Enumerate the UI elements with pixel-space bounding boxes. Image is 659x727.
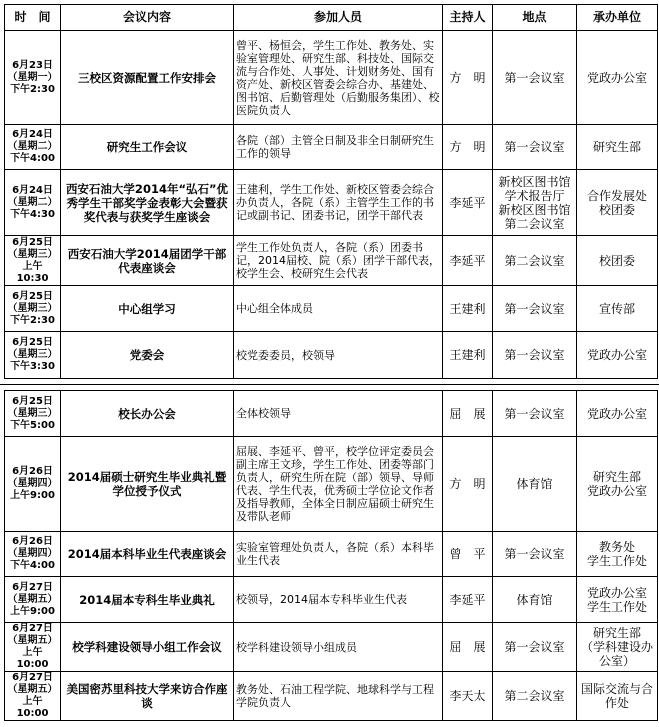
meeting-time: 下午4:30 — [10, 208, 55, 220]
meeting-topic: 美国密苏里科技大学来访合作座谈 — [61, 672, 234, 721]
location-line: 第一会议室 — [504, 70, 565, 85]
meeting-date: 6月25日 — [12, 395, 53, 407]
meeting-attendees: 实验室管理处负责人，各院（系）本科毕业生代表 — [234, 532, 443, 577]
meeting-topic: 2014届本专科生毕业典礼 — [61, 577, 234, 623]
meeting-host: 李延平 — [443, 236, 493, 286]
meeting-attendees: 曾平、杨恒会，学生工作处、教务处、实验室管理处、研究生部、科技处、国际交流与合作处、人事处、计划财务处、国有资产处、新校区管委会综合办、基建处、图书馆、后勤管理处（后勤服务集团）、校医院负责人 — [234, 31, 443, 125]
organizer-line: 校团委 — [598, 253, 635, 268]
header-row — [5, 5, 658, 31]
meeting-host: 屈 展 — [443, 391, 493, 437]
meeting-weekday: （星期三） — [7, 302, 58, 314]
organizer-line: 学生工作处 — [586, 554, 647, 568]
meeting-organizer — [577, 236, 658, 286]
meeting-date: 6月25日 — [12, 337, 53, 348]
meeting-row — [5, 170, 658, 236]
meeting-weekday: （星期二） — [7, 141, 58, 152]
meeting-time: 上午10:00 — [16, 647, 49, 670]
meeting-attendees: 屈展、李延平、曾平，校学位评定委员会副主席王文珍，学生工作处、团委等部门负责人，研究生所在院（部）领导、导师代表、学生代表，优秀硕士学位论文作者及指导教师，全体全日制应届硕士研究生及带队老师 — [234, 437, 443, 532]
meeting-attendees: 全体校领导 — [234, 391, 443, 437]
meeting-time: 上午9:00 — [10, 490, 55, 501]
location-line: 第一会议室 — [504, 640, 565, 654]
organizer-line: 学生工作处 — [586, 599, 647, 614]
meeting-weekday: （星期三） — [7, 349, 58, 360]
meeting-date: 6月26日 — [12, 466, 53, 477]
meeting-attendees: 中心组全体成员 — [234, 286, 443, 332]
organizer-line: 研究生部 — [592, 626, 641, 640]
organizer-line: 党政办公室 — [586, 406, 647, 421]
time-cell — [5, 31, 61, 125]
meeting-attendees: 校党委委员，校领导 — [234, 332, 443, 379]
meeting-organizer — [577, 170, 658, 236]
meeting-topic: 2014届本科毕业生代表座谈会 — [61, 532, 234, 577]
meeting-date: 6月25日 — [12, 236, 53, 248]
meeting-row — [5, 125, 658, 170]
time-cell — [5, 286, 61, 332]
meeting-organizer — [577, 125, 658, 170]
meeting-attendees: 各院（部）主管全日制及非全日制研究生工作的领导 — [234, 125, 443, 170]
meeting-topic: 三校区资源配置工作安排会 — [61, 31, 234, 125]
meeting-row — [5, 623, 658, 672]
header-organizer: 承办单位 — [577, 5, 658, 31]
organizer-line: 党政办公室 — [586, 484, 647, 498]
meeting-row — [5, 577, 658, 623]
meeting-host: 王建利 — [443, 286, 493, 332]
meeting-attendees: 王建利，学生工作处、新校区管委会综合办负责人，各院（系）主管学生工作的书记或副书记、团委书记，团学干部代表 — [234, 170, 443, 236]
meeting-location — [493, 236, 577, 286]
meeting-organizer — [577, 391, 658, 437]
meeting-row — [5, 31, 658, 125]
meeting-host: 李延平 — [443, 577, 493, 623]
meeting-host: 王建利 — [443, 332, 493, 379]
meeting-host: 曾 平 — [443, 532, 493, 577]
organizer-line: 党政办公室 — [586, 348, 647, 362]
meeting-row — [5, 286, 658, 332]
header-topic: 会议内容 — [61, 5, 234, 31]
meeting-date: 6月25日 — [12, 290, 53, 302]
meeting-topic: 研究生工作会议 — [61, 125, 234, 170]
time-cell — [5, 672, 61, 721]
meeting-topic: 校学科建设领导小组工作会议 — [61, 623, 234, 672]
time-cell — [5, 170, 61, 236]
meeting-location — [493, 437, 577, 532]
organizer-line: 国际交流与合作处 — [580, 682, 653, 710]
meeting-location — [493, 672, 577, 721]
meeting-attendees: 教务处、石油工程学院、地球科学与工程学院负责人 — [234, 672, 443, 721]
meeting-attendees: 校领导，2014届本专科毕业生代表 — [234, 577, 443, 623]
meeting-host: 屈 展 — [443, 623, 493, 672]
meeting-organizer — [577, 437, 658, 532]
meeting-time: 上午10:30 — [16, 260, 49, 284]
meeting-host: 方 明 — [443, 437, 493, 532]
meeting-date: 6月24日 — [12, 184, 53, 196]
time-cell — [5, 623, 61, 672]
meeting-weekday: （星期二） — [7, 196, 58, 208]
meeting-topic: 党委会 — [61, 332, 234, 379]
schedule-table-2 — [4, 390, 658, 721]
meeting-time: 下午2:30 — [10, 314, 55, 326]
meeting-weekday: （星期五） — [7, 684, 58, 695]
meeting-host: 方 明 — [443, 125, 493, 170]
meeting-organizer — [577, 623, 658, 672]
meeting-row — [5, 236, 658, 286]
meeting-host: 方 明 — [443, 31, 493, 125]
meeting-location — [493, 286, 577, 332]
meeting-location — [493, 623, 577, 672]
meeting-time: 下午5:00 — [10, 419, 55, 431]
page-break-line — [0, 384, 659, 385]
meeting-host: 李延平 — [443, 170, 493, 236]
organizer-line: （学科建设办公室） — [580, 640, 653, 668]
meeting-location — [493, 391, 577, 437]
meeting-organizer — [577, 286, 658, 332]
meeting-row — [5, 332, 658, 379]
location-line: 第一会议室 — [504, 348, 565, 362]
meeting-host: 李天太 — [443, 672, 493, 721]
meeting-attendees: 校学科建设领导小组成员 — [234, 623, 443, 672]
meeting-date: 6月27日 — [12, 581, 53, 593]
location-line: 体育馆 — [516, 477, 553, 491]
meeting-location — [493, 170, 577, 236]
meeting-location — [493, 125, 577, 170]
organizer-line: 合作发展处 — [586, 188, 647, 203]
meeting-time: 上午9:00 — [10, 605, 55, 617]
location-line: 第一会议室 — [504, 301, 565, 316]
meeting-weekday: （星期四） — [7, 548, 58, 559]
time-cell — [5, 391, 61, 437]
meeting-weekday: （星期三） — [7, 407, 58, 419]
location-line: 体育馆 — [516, 592, 553, 607]
location-line: 第二会议室 — [504, 689, 565, 703]
meeting-date: 6月27日 — [12, 623, 53, 634]
meeting-time: 下午4:00 — [10, 560, 55, 571]
meeting-organizer — [577, 31, 658, 125]
meeting-date: 6月27日 — [12, 672, 53, 683]
header-host: 主持人 — [443, 5, 493, 31]
header-time: 时 间 — [5, 5, 61, 31]
organizer-line: 研究生部 — [592, 140, 641, 154]
time-cell — [5, 532, 61, 577]
meeting-attendees: 学生工作处负责人，各院（系）团委书记，2014届校、院（系）团学干部代表，校学生会、校研究生会代表 — [234, 236, 443, 286]
meeting-location — [493, 332, 577, 379]
meeting-date: 6月26日 — [12, 536, 53, 547]
meeting-topic: 校长办公会 — [61, 391, 234, 437]
location-line: 新校区图书馆第二会议室 — [498, 202, 571, 231]
meeting-organizer — [577, 332, 658, 379]
meeting-weekday: （星期一） — [7, 71, 58, 83]
time-cell — [5, 236, 61, 286]
meeting-weekday: （星期三） — [7, 248, 58, 260]
meeting-row — [5, 672, 658, 721]
header-attendees: 参加人员 — [234, 5, 443, 31]
organizer-line: 研究生部 — [592, 470, 641, 484]
meeting-weekday: （星期五） — [7, 635, 58, 646]
location-line: 新校区图书馆学术报告厅 — [498, 174, 571, 203]
meeting-weekday: （星期四） — [7, 478, 58, 489]
meeting-date: 6月24日 — [12, 129, 53, 140]
meeting-topic: 2014届硕士研究生毕业典礼暨学位授予仪式 — [61, 437, 234, 532]
time-cell — [5, 437, 61, 532]
organizer-line: 党政办公室 — [586, 585, 647, 600]
meeting-location — [493, 532, 577, 577]
time-cell — [5, 577, 61, 623]
meeting-row — [5, 391, 658, 437]
organizer-line: 宣传部 — [598, 301, 635, 316]
meeting-topic: 西安石油大学2014届团学干部代表座谈会 — [61, 236, 234, 286]
meeting-organizer — [577, 532, 658, 577]
meeting-row — [5, 532, 658, 577]
meeting-topic: 中心组学习 — [61, 286, 234, 332]
meeting-weekday: （星期五） — [7, 593, 58, 605]
location-line: 第一会议室 — [504, 140, 565, 154]
meeting-row — [5, 437, 658, 532]
time-cell — [5, 332, 61, 379]
meeting-date: 6月23日 — [12, 59, 53, 71]
time-cell — [5, 125, 61, 170]
meeting-location — [493, 577, 577, 623]
location-line: 第一会议室 — [504, 547, 565, 561]
organizer-line: 党政办公室 — [586, 70, 647, 85]
meeting-time: 下午4:00 — [10, 153, 55, 164]
organizer-line: 教务处 — [598, 540, 635, 554]
header-location: 地点 — [493, 5, 577, 31]
meeting-location — [493, 31, 577, 125]
meeting-time: 下午3:30 — [10, 361, 55, 372]
location-line: 第一会议室 — [504, 406, 565, 421]
meeting-time: 上午10:00 — [16, 696, 49, 719]
meeting-topic: 西安石油大学2014年“弘石”优秀学生干部奖学金表彰大会暨获奖代表与获奖学生座谈会 — [61, 170, 234, 236]
meeting-time: 下午2:30 — [10, 83, 55, 95]
schedule-table-1 — [4, 4, 658, 379]
location-line: 第二会议室 — [504, 253, 565, 268]
organizer-line: 校团委 — [598, 202, 635, 217]
meeting-organizer — [577, 672, 658, 721]
meeting-organizer — [577, 577, 658, 623]
